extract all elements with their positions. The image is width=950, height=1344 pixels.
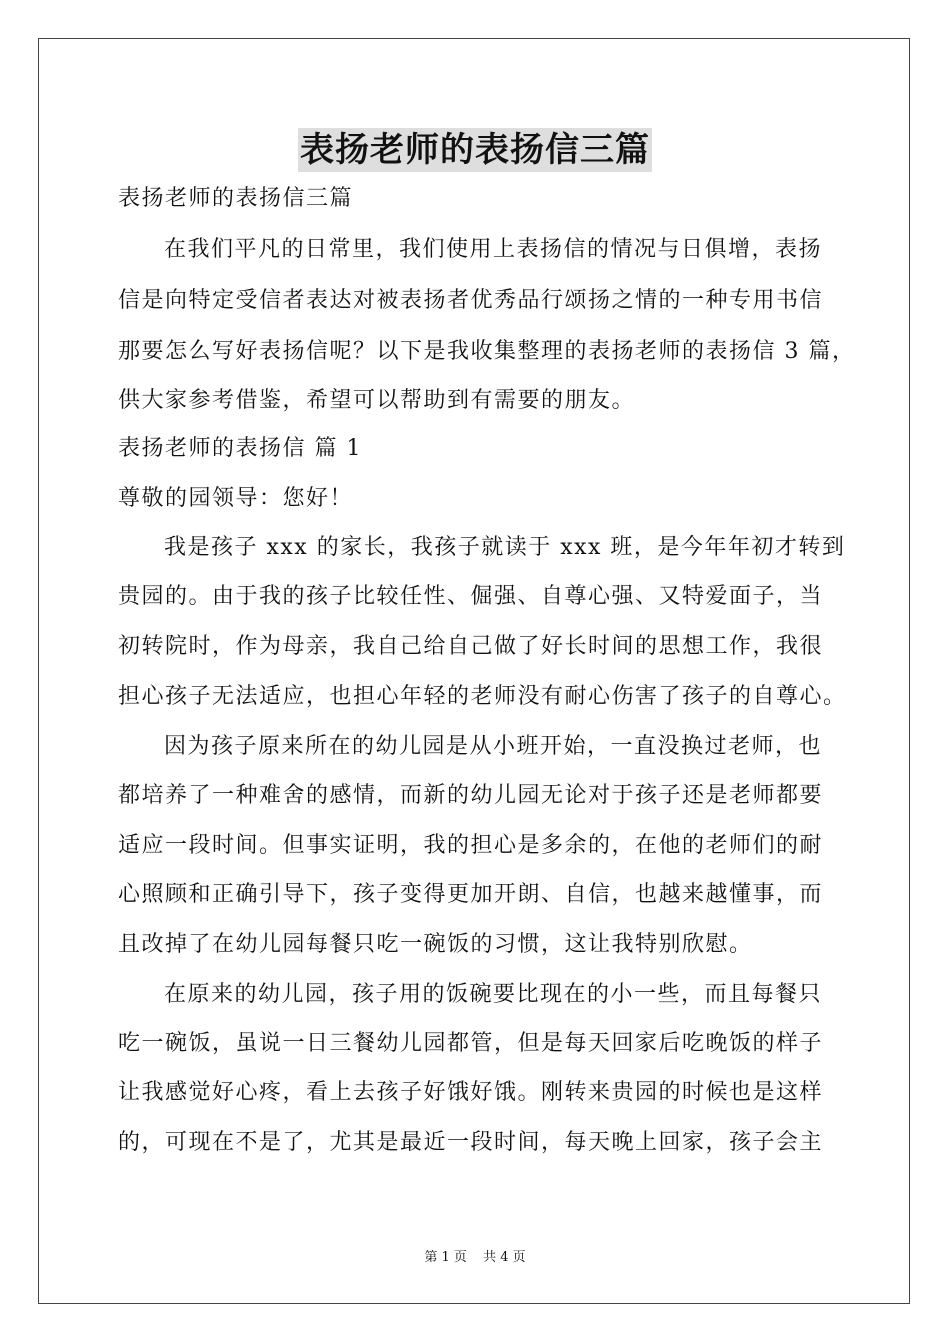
- body-line: 让我感觉好心疼，看上去孩子好饿好饿。刚转来贵园的时候也是这样: [118, 1080, 824, 1105]
- body-line: 那要怎么写好表扬信呢？以下是我收集整理的表扬老师的表扬信 3 篇，: [118, 339, 856, 364]
- body-line: 初转院时，作为母亲，我自己给自己做了好长时间的思想工作，我很: [118, 634, 824, 659]
- body-line: 吃一碗饭，虽说一日三餐幼儿园都管，但是每天回家后吃晚饭的样子: [118, 1031, 824, 1056]
- body-line: 心照顾和正确引导下，孩子变得更加开朗、自信，也越来越懂事，而: [118, 882, 824, 907]
- body-line: 都培养了一种难舍的感情，而新的幼儿园无论对于孩子还是老师都要: [118, 783, 824, 808]
- section-heading: 表扬老师的表扬信 篇 1: [118, 436, 362, 461]
- title-container: [0, 128, 950, 172]
- body-line: 的，可现在不是了，尤其是最近一段时间，每天晚上回家，孩子会主: [118, 1130, 824, 1155]
- body-line: 供大家参考借鉴，希望可以帮助到有需要的朋友。: [118, 388, 636, 413]
- document-subtitle: 表扬老师的表扬信三篇: [118, 186, 354, 211]
- page-number: 第 1 页: [424, 1250, 467, 1265]
- body-line: 我是孩子 xxx 的家长，我孩子就读于 xxx 班，是今年年初才转到: [164, 535, 846, 560]
- body-line: 且改掉了在幼儿园每餐只吃一碗饭的习惯，这让我特别欣慰。: [118, 932, 753, 957]
- page-footer: [0, 1250, 950, 1266]
- document-title: 表扬老师的表扬信三篇: [300, 130, 650, 170]
- page-total: 共 4 页: [483, 1250, 526, 1265]
- body-line: 贵园的。由于我的孩子比较任性、倔强、自尊心强、又特爱面子，当: [118, 584, 824, 609]
- body-line: 在我们平凡的日常里，我们使用上表扬信的情况与日俱增，表扬: [164, 237, 823, 262]
- body-line: 担心孩子无法适应，也担心年轻的老师没有耐心伤害了孩子的自尊心。: [118, 684, 847, 709]
- body-line: 适应一段时间。但事实证明，我的担心是多余的，在他的老师们的耐: [118, 833, 824, 858]
- body-line: 因为孩子原来所在的幼儿园是从小班开始，一直没换过老师，也: [164, 734, 823, 759]
- body-line: 在原来的幼儿园，孩子用的饭碗要比现在的小一些，而且每餐只: [164, 982, 823, 1007]
- body-line: 信是向特定受信者表达对被表扬者优秀品行颂扬之情的一种专用书信: [118, 288, 824, 313]
- page-border: [38, 38, 910, 1304]
- salutation: 尊敬的园领导：您好！: [118, 486, 354, 511]
